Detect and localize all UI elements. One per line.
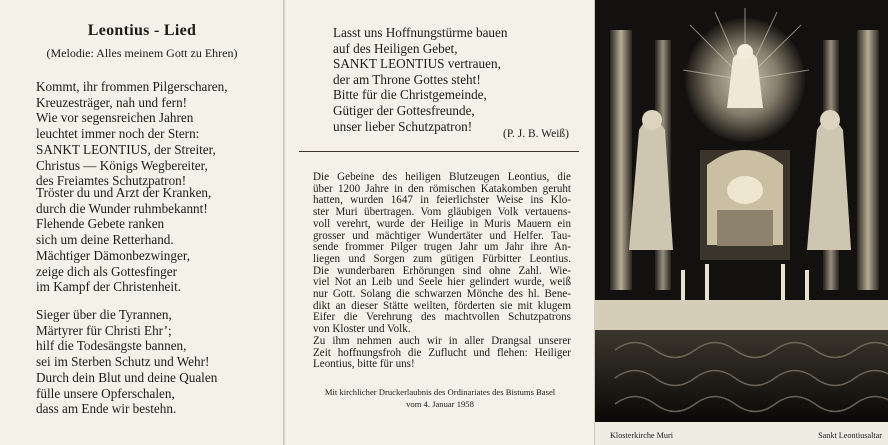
text-line: Die Gebeine des heiligen Blutzeugen Leontius, die	[313, 171, 571, 183]
verse-line: durch die Wunder ruhmbekannt!	[36, 200, 208, 216]
left-panel	[0, 0, 284, 445]
text-line: Zeit hoffnungsfroh die Zuflucht und flehen: Heiliger	[313, 346, 571, 359]
text-line: hatten, wurden 1647 in feierlichster Weise ins Klo-	[313, 194, 571, 207]
history-text	[313, 172, 571, 371]
right-panel	[595, 0, 888, 445]
verse-line: auf des Heiligen Gebet,	[333, 40, 458, 56]
melody-note: (Melodie: Alles meinem Gott zu Ehren)	[46, 46, 238, 60]
verse-line: Kreuzesträger, nah und fern!	[36, 94, 188, 110]
text-line: sende frommer Pilger trugen Jahr um Jahr ihre An-	[313, 241, 571, 254]
verse-line: hilf die Todesängste bannen,	[36, 338, 187, 354]
verse-line: sei im Sterben Schutz und Wehr!	[36, 354, 210, 370]
imprimatur-note	[285, 387, 595, 410]
verse-line: Christus — Königs Wegbereiter,	[36, 157, 208, 173]
verse-line: zeige dich als Gottesfinger	[36, 263, 177, 279]
imprimatur-line: vom 4. Januar 1958	[406, 398, 474, 409]
stanza-2	[36, 185, 211, 295]
middle-panel	[285, 0, 595, 445]
text-line: liegen und Sorgen zum gütigen Fürbitter Leontius.	[313, 252, 571, 265]
verse-line: SANKT LEONTIUS, der Streiter,	[36, 141, 216, 157]
text-line: Die wunderbaren Erhörungen sind ohne Zahl. Wie-	[313, 264, 571, 277]
altar-photo	[595, 0, 888, 422]
verse-line: SANKT LEONTIUS vertrauen,	[333, 56, 501, 72]
author-credit: (P. J. B. Weiß)	[503, 128, 569, 140]
verse-line: Durch dein Blut und deine Qualen	[36, 369, 218, 385]
text-line: über 1200 Jahre in den römischen Katakomben geruht	[313, 182, 571, 195]
text-line: dikt an dieser Stätte weilten, förderten sie mit klugem	[313, 299, 571, 312]
caption-church: Klosterkirche Muri	[610, 431, 673, 440]
verse-line: Märtyrer für Christi Ehr’;	[36, 322, 172, 338]
stanza-1	[36, 79, 228, 189]
verse-line: Sieger über die Tyrannen,	[36, 307, 172, 322]
closing-stanza	[333, 25, 507, 134]
verse-line: leuchtet immer noch der Stern:	[36, 126, 200, 142]
text-line: Leontius, bitte für uns!	[313, 358, 415, 371]
verse-line: sich um deine Retterhand.	[36, 232, 174, 248]
text-line: ster Muri übertragen. Vom gläubigen Volk vertauens-	[313, 206, 571, 219]
verse-line: Bitte für die Christgemeinde,	[333, 87, 487, 103]
stanza-3	[36, 307, 217, 417]
verse-line: Mächtiger Dämonbezwinger,	[36, 247, 190, 263]
text-line: voll verehrt, wurde der Heilige in Muris Mauern ein	[313, 217, 571, 230]
verse-line: dass am Ende wir bestehn.	[36, 401, 177, 417]
verse-line: des Freiamtes Schutzpatron!	[36, 173, 187, 189]
divider	[299, 151, 579, 152]
caption-altar: Sankt Leontiusaltar	[818, 431, 882, 440]
verse-line: Tröster du und Arzt der Kranken,	[36, 185, 212, 200]
verse-line: Flehende Gebete ranken	[36, 216, 165, 232]
text-line: nur Gott. Solang die schwarzen Mönche des hl. Bene-	[313, 288, 571, 301]
imprimatur-line: Mit kirchlicher Druckerlaubnis des Ordinariates des Bistums Basel	[324, 387, 556, 397]
verse-line: Lasst uns Hoffnungstürme bauen	[333, 25, 508, 40]
verse-line: unser lieber Schutzpatron!	[333, 118, 473, 134]
verse-line: im Kampf der Christenheit.	[36, 279, 182, 295]
hymn-title: Leontius - Lied	[87, 22, 197, 39]
verse-line: Wie vor segensreichen Jahren	[36, 110, 194, 126]
verse-line: Kommt, ihr frommen Pilgerscharen,	[36, 79, 228, 94]
text-line: von Kloster und Volk.	[313, 323, 411, 336]
verse-line: Gütiger der Gottesfreunde,	[333, 102, 475, 118]
verse-line: fülle unsere Opferschalen,	[36, 385, 175, 401]
text-line: grosser und mächtiger Wundertäter und Helfer. Tau-	[313, 229, 571, 242]
text-line: Zu ihm nehmen auch wir in aller Drangsal unserer	[313, 334, 571, 347]
text-line: viel Not an Leib und Seele hier gelindert wurde, weiß	[313, 276, 571, 289]
text-line: Eifer die Verehrung des machtvollen Schutzpatrons	[313, 311, 571, 324]
verse-line: der am Throne Gottes steht!	[333, 71, 481, 87]
